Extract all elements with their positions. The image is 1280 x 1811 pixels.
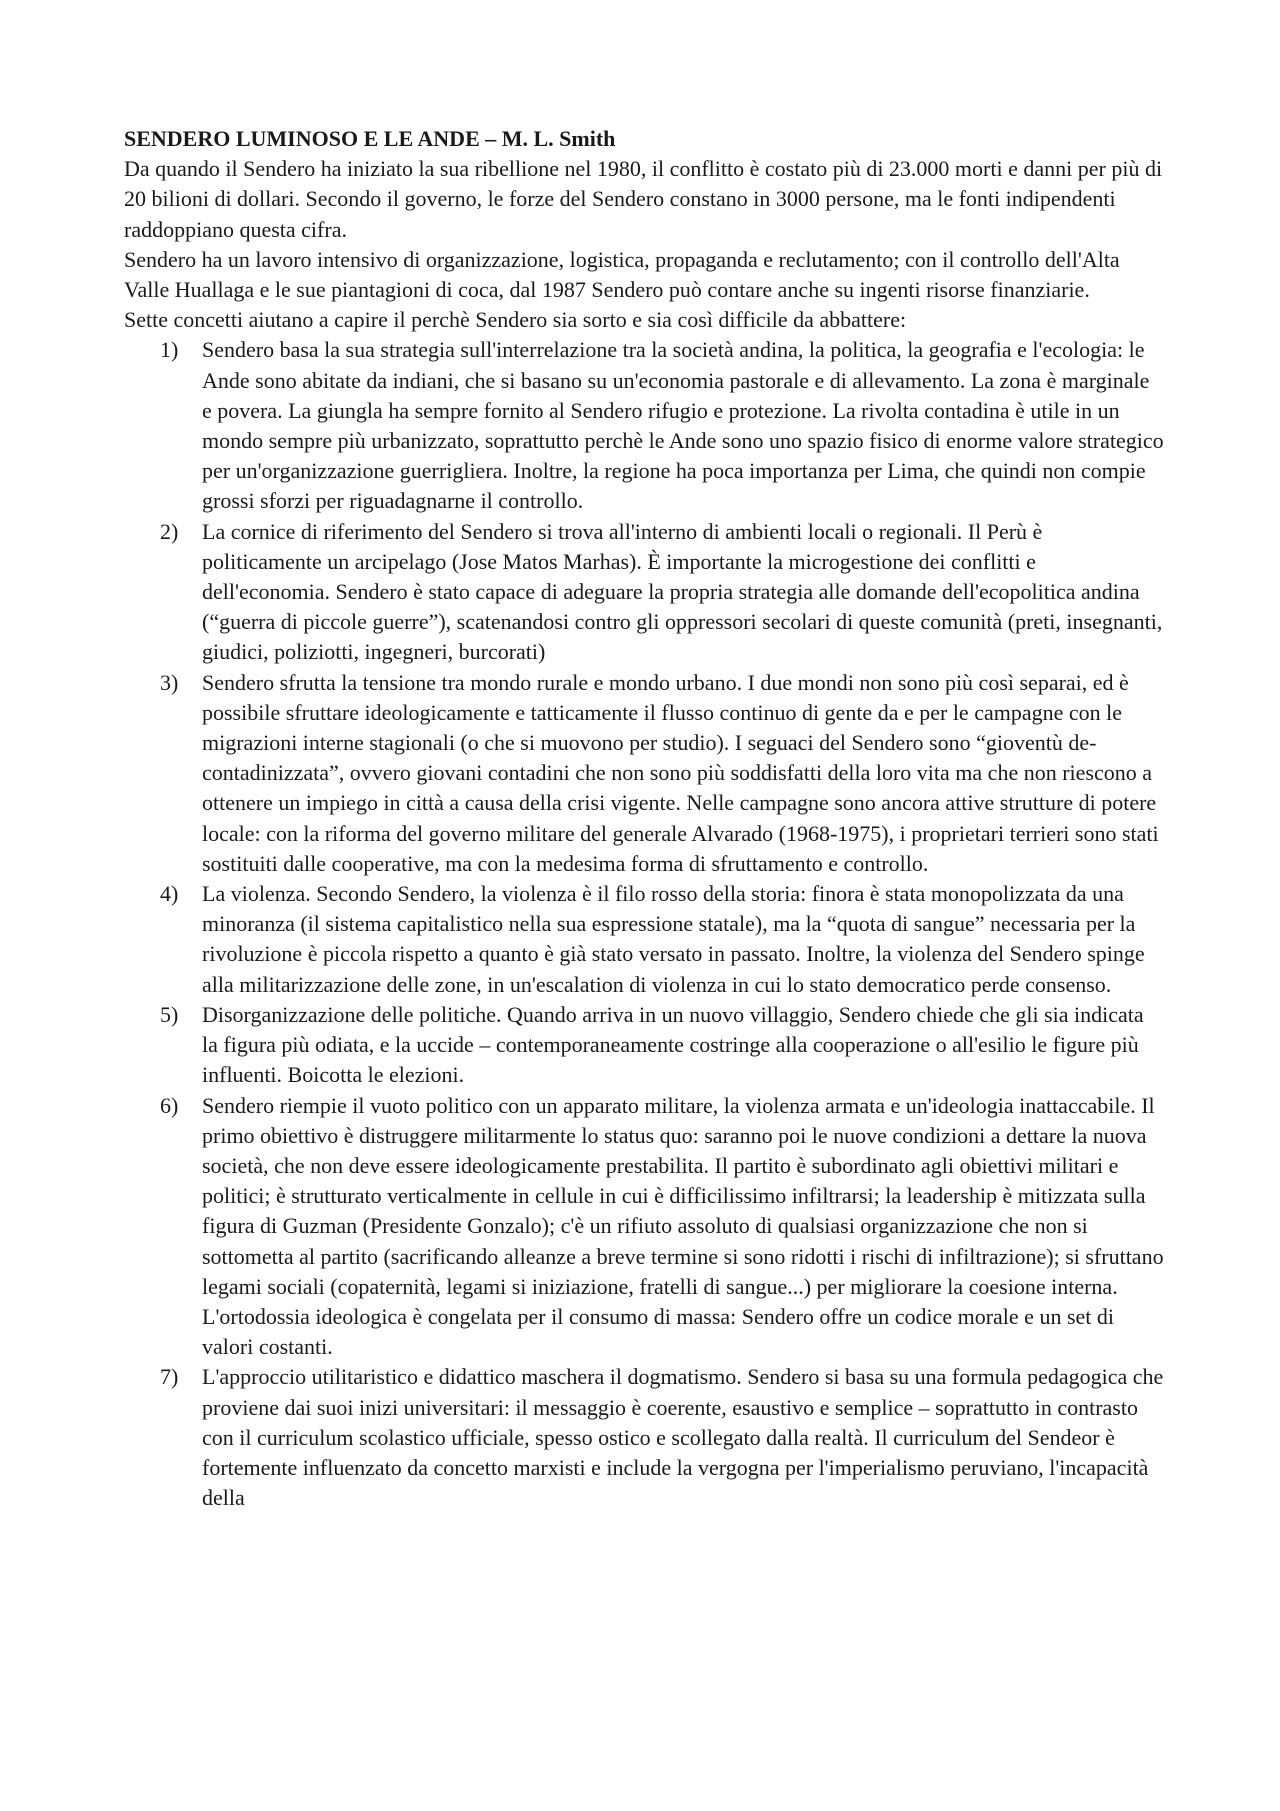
list-item-number: 4) (160, 881, 179, 907)
list-item (124, 1362, 1164, 1513)
intro-paragraph: Da quando il Sendero ha iniziato la sua ribellione nel 1980, il conflitto è costato più di 23.000 morti e danni per più di 20 bilioni di dollari. Secondo il governo, le forze del Sendero constano in 3000 persone, ma le fonti indipendenti raddoppiano questa cifra. (124, 156, 1163, 242)
list-item-text: La cornice di riferimento del Sendero si trova all'interno di ambienti locali o regionali. Il Perù è politicamente un arcipelago (Jose Matos Marhas). È importante la microgestione dei conflitti e dell'economia. Sendero è stato capace di adeguare la propria strategia alle domande dell'ecopolitica andina (“guerra di piccole guerre”), scatenandosi contro gli oppressori secolari di queste comunità (preti, insegnanti, giudici, poliziotti, ingegneri, burcorati) (202, 518, 1163, 665)
list-item (124, 1000, 1164, 1091)
list-item-text: Sendero sfrutta la tensione tra mondo rurale e mondo urbano. I due mondi non sono più così separai, ed è possibile sfruttare ideologicamente e tatticamente il flusso continuo di gente da e per le campagne con le migrazioni interne stagionali (o che si muovono per studio). I seguaci del Sendero sono “gioventù de-contadinizzata”, ovvero giovani contadini che non sono più soddisfatti della loro vita ma che non riescono a ottenere un impiego in città a causa della crisi vigente. Nelle campagne sono ancora attive strutture di potere locale: con la riforma del governo militare del generale Alvarado (1968-1975), i proprietari terrieri sono stati sostituiti dalle cooperative, ma con la medesima forma di sfruttamento e controllo. (202, 669, 1159, 876)
list-item (124, 517, 1164, 668)
list-item-number: 1) (160, 337, 179, 363)
list-item-number: 2) (160, 518, 179, 544)
list-item (124, 335, 1164, 516)
list-item (124, 668, 1164, 879)
concepts-intro-paragraph: Sette concetti aiutano a capire il perchè Sendero sia sorto e sia così difficile da abbattere: (124, 307, 907, 333)
list-item-text: La violenza. Secondo Sendero, la violenza è il filo rosso della storia: finora è stata monopolizzata da una minoranza (il sistema capitalistico nella sua espressione statale), ma la “quota di sangue” necessaria per la rivoluzione è piccola rispetto a quanto è già stato versato in passato. Inoltre, la violenza del Sendero spinge alla militarizzazione delle zone, in un'escalation di violenza in cui lo stato democratico perde consenso. (202, 881, 1145, 997)
document-title: SENDERO LUMINOSO E LE ANDE – M. L. Smith (124, 126, 616, 151)
list-item-text: Disorganizzazione delle politiche. Quando arriva in un nuovo villaggio, Sendero chiede che gli sia indicata la figura più odiata, e la uccide – contemporaneamente costringe alla cooperazione o all'esilio le figure più influenti. Boicotta le elezioni. (202, 1001, 1144, 1088)
list-item (124, 1091, 1164, 1363)
list-item-number: 3) (160, 669, 179, 695)
list-item-text: L'approccio utilitaristico e didattico maschera il dogmatismo. Sendero si basa su una formula pedagogica che proviene dai suoi inizi universitari: il messaggio è coerente, esaustivo e semplice – soprattutto in contrasto con il curriculum scolastico ufficiale, spesso ostico e scollegato dalla realtà. Il curriculum del Sendeor è fortemente influenzato da concetto marxisti e include la vergogna per l'imperialismo peruviano, l'incapacità della (202, 1364, 1164, 1511)
list-item (124, 879, 1164, 1000)
concepts-list (124, 335, 1164, 1513)
list-item-text: Sendero riempie il vuoto politico con un apparato militare, la violenza armata e un'ideologia inattaccabile. Il primo obiettivo è distruggere militarmente lo status quo: saranno poi le nuove condizioni a dettare la nuova società, che non deve essere ideologicamente prestabilita. Il partito è subordinato agli obiettivi militari e politici; è strutturato verticalmente in cellule in cui è difficilissimo infiltrarsi; la leadership è mitizzata sulla figura di Guzman (Presidente Gonzalo); c'è un rifiuto assoluto di qualsiasi organizzazione che non si sottometta al partito (sacrificando alleanze a breve termine si sono ridotti i rischi di infiltrazione); si sfruttano legami sociali (copaternità, legami si iniziazione, fratelli di sangue...) per migliorare la coesione interna. L'ortodossia ideologica è congelata per il consumo di massa: Sendero offre un codice morale e un set di valori costanti. (202, 1092, 1164, 1360)
list-item-number: 6) (160, 1092, 179, 1118)
context-paragraph: Sendero ha un lavoro intensivo di organizzazione, logistica, propaganda e reclutamento; con il controllo dell'Alta Valle Huallaga e le sue piantagioni di coca, dal 1987 Sendero può contare anche su ingenti risorse finanziarie. (124, 246, 1120, 303)
document-body (124, 124, 1164, 1513)
list-item-number: 5) (160, 1001, 179, 1027)
list-item-number: 7) (160, 1364, 179, 1390)
list-item-text: Sendero basa la sua strategia sull'interrelazione tra la società andina, la politica, la geografia e l'ecologia: le Ande sono abitate da indiani, che si basano su un'economia pastorale e di allevamento. La zona è marginale e povera. La giungla ha sempre fornito al Sendero rifugio e protezione. La rivolta contadina è utile in un mondo sempre più urbanizzato, soprattutto perchè le Ande sono uno spazio fisico di enorme valore strategico per un'organizzazione guerrigliera. Inoltre, la regione ha poca importanza per Lima, che quindi non compie grossi sforzi per riguadagnarne il controllo. (202, 337, 1164, 514)
